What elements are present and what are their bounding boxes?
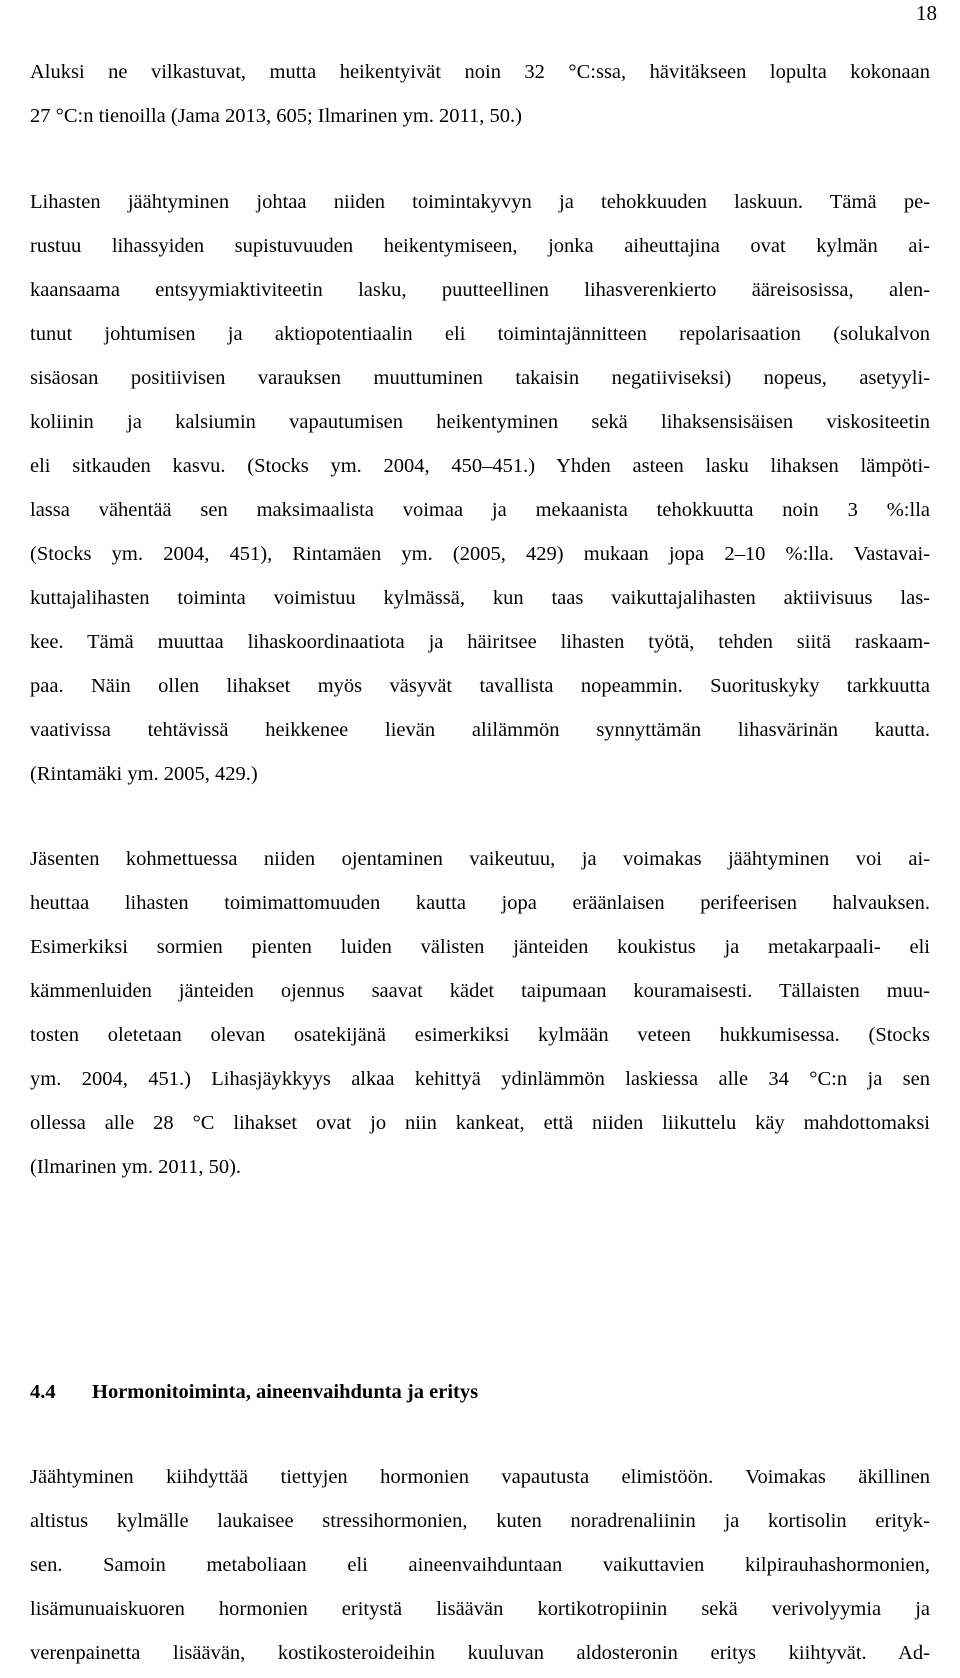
paragraph-line: eli sitkauden kasvu. (Stocks ym. 2004, 450–451.) Yhden asteen lasku lihaksen lämpöti- [30,455,930,477]
paragraph-1 [30,50,930,138]
page-number: 18 [916,1,937,25]
paragraph-line: Jäähtyminen kiihdyttää tiettyjen hormonien vapautusta elimistöön. Voimakas äkillinen [30,1466,930,1488]
section-heading [30,1377,930,1407]
paragraph-line: kuttajalihasten toiminta voimistuu kylmässä, kun taas vaikuttajalihasten aktiivisuus las- [30,587,930,609]
section-title: Hormonitoiminta, aineenvaihdunta ja eritys [92,1381,479,1403]
paragraph-line: kämmenluiden jänteiden ojennus saavat kädet taipumaan kouramaisesti. Tällaisten muu- [30,980,930,1002]
paragraph-line: (Stocks ym. 2004, 451), Rintamäen ym. (2005, 429) mukaan jopa 2–10 %:lla. Vastavai- [30,543,930,565]
paragraph-line: Jäsenten kohmettuessa niiden ojentaminen vaikeutuu, ja voimakas jäähtyminen voi ai- [30,848,930,870]
paragraph-2 [30,180,930,796]
paragraph-line: 27 °C:n tienoilla (Jama 2013, 605; Ilmarinen ym. 2011, 50.) [30,105,522,127]
paragraph-line: lassa vähentää sen maksimaalista voimaa ja mekaanista tehokkuutta noin 3 %:lla [30,499,930,521]
paragraph-line: (Rintamäki ym. 2005, 429.) [30,763,258,785]
paragraph-line: ollessa alle 28 °C lihakset ovat jo niin kankeat, että niiden liikuttelu käy mahdottomaksi [30,1112,930,1134]
paragraph-line: lisämunuaiskuoren hormonien eritystä lisäävän kortikotropiinin sekä verivolyymia ja [30,1598,930,1620]
paragraph-line: tosten oletetaan olevan osatekijänä esimerkiksi kylmään veteen hukkumisessa. (Stocks [30,1024,930,1046]
paragraph-line: heuttaa lihasten toimimattomuuden kautta jopa eräänlaisen perifeerisen halvauksen. [30,892,930,914]
paragraph-line: koliinin ja kalsiumin vapautumisen heikentyminen sekä lihaksensisäisen viskositeetin [30,411,930,433]
paragraph-line: altistus kylmälle laukaisee stressihormonien, kuten noradrenaliinin ja kortisolin erityk- [30,1510,930,1532]
paragraph-line: sisäosan positiivisen varauksen muuttuminen takaisin negatiiviseksi) nopeus, asetyyli- [30,367,930,389]
paragraph-line: (Ilmarinen ym. 2011, 50). [30,1156,242,1178]
paragraph-line: Esimerkiksi sormien pienten luiden välisten jänteiden koukistus ja metakarpaali- eli [30,936,930,958]
paragraph-line: rustuu lihassyiden supistuvuuden heikentymiseen, jonka aiheuttajina ovat kylmän ai- [30,235,930,257]
paragraph-line: tunut johtumisen ja aktiopotentiaalin eli toimintajännitteen repolarisaation (solukalvon [30,323,930,345]
paragraph-line: kee. Tämä muuttaa lihaskoordinaatiota ja häiritsee lihasten työtä, tehden siitä raskaam- [30,631,930,653]
paragraph-line: sen. Samoin metaboliaan eli aineenvaihduntaan vaikuttavien kilpirauhashormonien, [30,1554,930,1576]
paragraph-line: kaansaama entsyymiaktiviteetin lasku, puutteellinen lihasverenkierto ääreisosissa, alen- [30,279,930,301]
section-paragraph [30,1455,930,1675]
paragraph-line: Aluksi ne vilkastuvat, mutta heikentyivät noin 32 °C:ssa, hävitäkseen lopulta kokonaan [30,61,930,83]
section-number: 4.4 [30,1381,56,1403]
paragraph-3 [30,837,930,1189]
paragraph-line: vaativissa tehtävissä heikkenee lievän alilämmön synnyttämän lihasvärinän kautta. [30,719,930,741]
paragraph-line: Lihasten jäähtyminen johtaa niiden toimintakyvyn ja tehokkuuden laskuun. Tämä pe- [30,191,930,213]
paragraph-line: ym. 2004, 451.) Lihasjäykkyys alkaa kehittyä ydinlämmön laskiessa alle 34 °C:n ja sen [30,1068,930,1090]
paragraph-line: verenpainetta lisäävän, kostikosteroideihin kuuluvan aldosteronin eritys kiihtyvät. Ad- [30,1642,930,1664]
paragraph-line: paa. Näin ollen lihakset myös väsyvät tavallista nopeammin. Suorituskyky tarkkuutta [30,675,930,697]
